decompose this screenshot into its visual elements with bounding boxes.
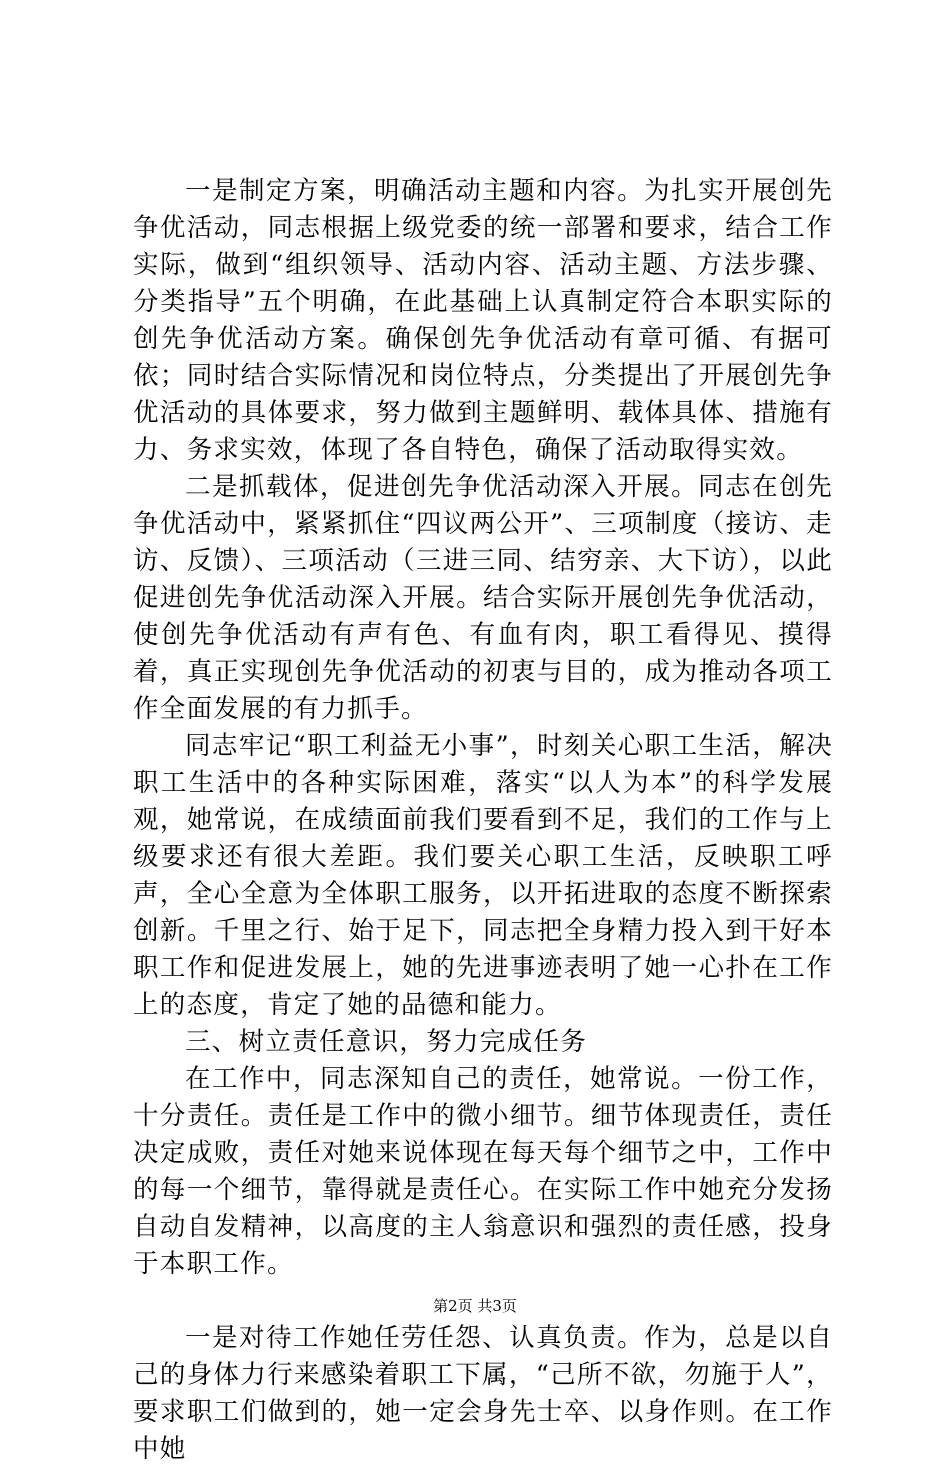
page-number-footer: 第2页 共3页 — [433, 1297, 517, 1315]
section-heading-responsibility: 三、树立责任意识，努力完成任务 — [185, 1027, 588, 1057]
paragraph-diligence: 一是对待工作她任劳任怨、认真负责。作为，总是以自己的身体力行来感染着职工下属，“己所不欲，勿施于人”，要求职工们做到的，她一定会身先士卒、以身作则。在工作中她 — [133, 1323, 833, 1464]
paragraph-carrier: 二是抓载体，促进创先争优活动深入开展。同志在创先争优活动中，紧紧抓住“四议两公开”、三项制度（接访、走访、反馈）、三项活动（三进三同、结穷亲、大下访），以此促进创先争优活动深入开展。结合实际开展创先争优活动，使创先争优活动有声有色、有血有肉，职工看得见、摸得着，真正实现创先争优活动的初衷与目的，成为推动各项工作全面发展的有力抓手。 — [133, 472, 833, 724]
paragraph-plan: 一是制定方案，明确活动主题和内容。为扎实开展创先争优活动，同志根据上级党委的统一部署和要求，结合工作实际，做到“组织领导、活动内容、活动主题、方法步骤、分类指导”五个明确，在此基础上认真制定符合本职实际的创先争优活动方案。确保创先争优活动有章可循、有据可依；同时结合实际情况和岗位特点，分类提出了开展创先争优活动的具体要求，努力做到主题鲜明、载体具体、措施有力、务求实效，体现了各自特色，确保了活动取得实效。 — [133, 176, 833, 465]
paragraph-worker-care: 同志牢记“职工利益无小事”，时刻关心职工生活，解决职工生活中的各种实际困难，落实“以人为本”的科学发展观，她常说，在成绩面前我们要看到不足，我们的工作与上级要求还有很大差距。我们要关心职工生活，反映职工呼声，全心全意为全体职工服务，以开拓进取的态度不断探索创新。千里之行、始于足下，同志把全身精力投入到干好本职工作和促进发展上，她的先进事迹表明了她一心扑在工作上的态度，肯定了她的品德和能力。 — [133, 731, 833, 1020]
document-body — [133, 173, 833, 1468]
paragraph-responsibility: 在工作中，同志深知自己的责任，她常说。一份工作，十分责任。责任是工作中的微小细节。细节体现责任，责任决定成败，责任对她来说体现在每天每个细节之中，工作中的每一个细节，靠得就是责任心。在实际工作中她充分发扬自动自发精神，以高度的主人翁意识和强烈的责任感，投身于本职工作。 — [133, 1064, 833, 1279]
